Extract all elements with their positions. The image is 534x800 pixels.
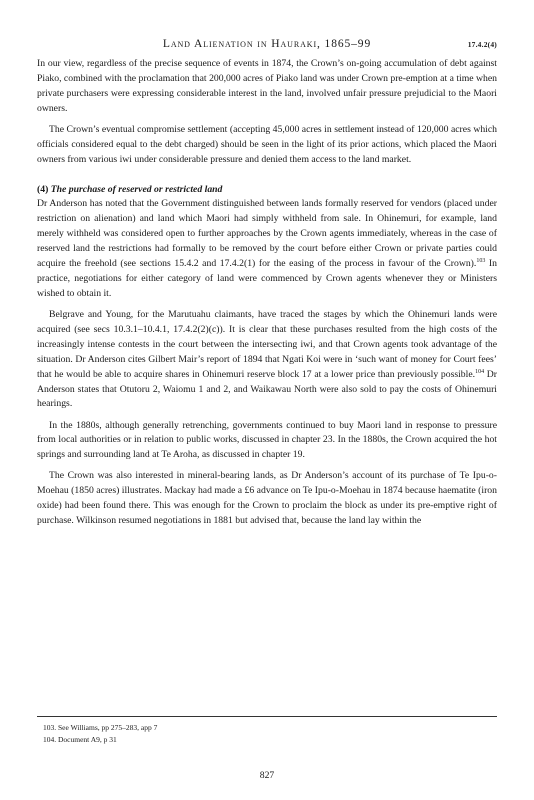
footnote-divider [37,716,497,717]
paragraph-reserved-land-text: Dr Anderson has noted that the Government distinguished between lands formally reserved for vendors (placed under restriction on alienation) and land which Maori had simply withheld from sale. In Ohinemuri, for example, land merely withheld was considered open to further approaches by the Crown agents immediately, whereas in the case of reserved land the restrictions had formally to be removed by the court before either Crown or private parties could acquire the freehold (see sections 15.4.2 and 17.4.2(1) for the easing of the process in favour of the Crown). [37,198,497,270]
section-ref: 17.4.2(4) [467,40,497,49]
footnote-ref-104[interactable]: 104 [475,368,485,375]
body-text [37,57,497,535]
section-heading [37,183,497,198]
paragraph-reserved-land [37,197,497,301]
paragraph-belgrave-young [37,308,497,412]
footnote-ref-103[interactable]: 103 [476,257,486,264]
running-title: Land Alienation in Hauraki, 1865–99 [162,38,372,50]
heading-title: The purchase of reserved or restricted land [50,183,223,195]
footnotes [43,722,157,745]
footnote-104: 104. Document A9, p 31 [43,734,117,744]
paragraph-compromise-settlement: The Crown’s eventual compromise settlement (accepting 45,000 acres in settlement instead of 120,000 acres which officials considered equal to the debt charged) should be seen in the light of its prior actions, which placed the Maori owners from various iwi under considerable pressure and denied them access to the land market. [37,123,497,165]
paragraph-reserved-land-text-2: In practice, negotiations for either category of land were commenced by Crown agents whenever they or Ministers wished to obtain it. [37,258,497,299]
paragraph-in-our-view: In our view, regardless of the precise sequence of events in 1874, the Crown’s on-going accumulation of debt against Piako, combined with the proclamation that 200,000 acres of Piako land was under Crown pre-emption at a time when private purchasers were expressing considerable interest in the land, involved unfair pressure prejudicial to the Maori owners. [37,58,497,114]
footnote-103: 103. See Williams, pp 275–283, app 7 [43,723,158,732]
paragraph-belgrave-young-text-2: Dr Anderson states that Otutoru 2, Waiomu 1 and 2, and Waikawau North were also sold to pay the costs of Ohinemuri hearings. [37,368,497,410]
page-number: 827 [259,770,275,781]
heading-number: (4) [37,183,49,195]
paragraph-belgrave-young-text: Belgrave and Young, for the Marutuahu claimants, have traced the stages by which the Ohinemuri lands were acquired (see secs 10.3.1–10.4.1, 17.4.2(2)(c)). It is clear that these purchases resulted from the high costs of the increasingly intense contests in the court between the intersecting iwi, and that Crown agents took advantage of the situation. Dr Anderson cites Gilbert Mair’s report of 1894 that Ngati Koi were in ‘such want of money for Court fees’ that he would be able to acquire shares in Ohinemuri reserve block 17 at a lower price than previously possible. [37,308,497,380]
paragraph-1880s: In the 1880s, although generally retrenching, governments continued to buy Maori land in response to pressure from local authorities or in relation to public works, discussed in chapter 23. In the 1880s, the Crown acquired the hot springs and surrounding land at Te Aroha, as discussed in chapter 19. [37,419,497,461]
paragraph-mineral-lands: The Crown was also interested in mineral-bearing lands, as Dr Anderson’s account of its purchase of Te Ipu-o-Moehau (1850 acres) illustrates. Mackay had made a £6 advance on Te Ipu-o-Moehau in 1874 because haematite (iron oxide) had been found there. This was enough for the Crown to proclaim the block as under its pre-emptive right of purchase. Wilkinson resumed negotiations in 1881 but advised that, because the land lay within the [37,470,497,527]
